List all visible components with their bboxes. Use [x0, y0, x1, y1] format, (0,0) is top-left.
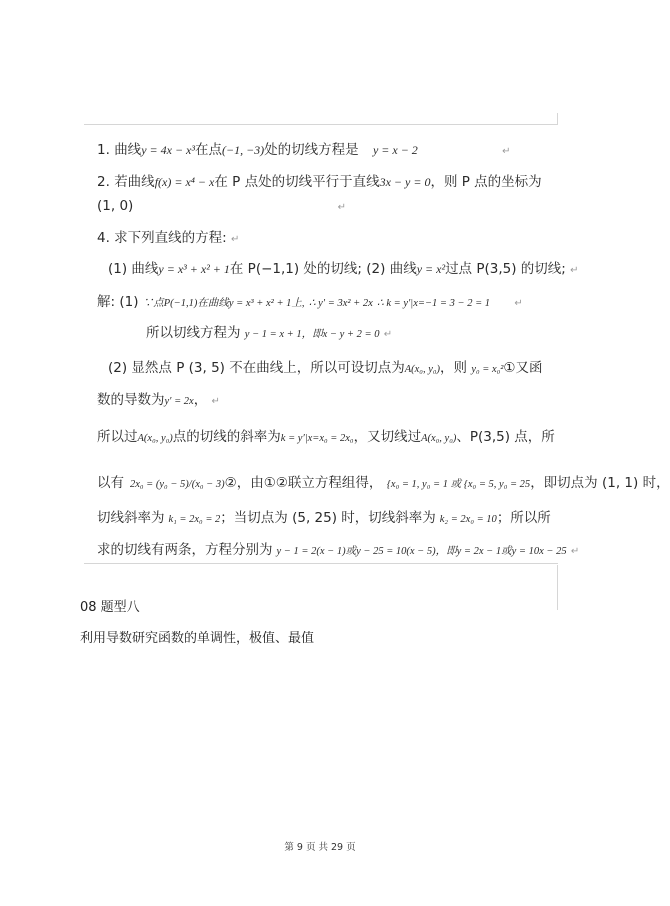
sol2a-line: (2) 显然点 P (3, 5) 不在曲线上，所以可设切点为A(x₀, y₀)，则 y₀ = x₀²①又函	[108, 360, 543, 376]
q1-line: 1. 曲线y = 4x − x³在点(−1, −3)处的切线方程是 y = x − 2 ↵	[97, 142, 511, 158]
page-footer: 第 9 页 共 29 页	[284, 842, 356, 853]
scan-frame-right	[557, 113, 558, 125]
return-mark: ↵	[502, 146, 511, 157]
q1-point-math: (−1, −3)	[221, 143, 265, 157]
q1-number: 1.	[97, 142, 110, 158]
return-mark: ↵	[211, 396, 220, 407]
sol1-slope-math: ∴ k = y′|x=−1 = 3 − 2 = 1	[377, 298, 491, 309]
q4-title: 4. 求下列直线的方程: ↵	[97, 230, 240, 246]
scan-frame-bottom	[84, 563, 558, 564]
return-mark: ↵	[570, 546, 580, 557]
q2-curve-math: f(x) = x⁴ − x	[154, 175, 215, 189]
q2-number: 2.	[97, 174, 110, 190]
section-label: 08 题型八	[80, 600, 140, 615]
sol2-eq1-math: y₀ = x₀²	[471, 364, 504, 375]
sol2-tangents-math: y − 1 = 2(x − 1)或y − 25 = 10(x − 5)，即y = 2x − 1或y = 10x − 25	[276, 546, 567, 557]
sol1b-line: 所以切线方程为 y − 1 = x + 1，即x − y + 2 = 0 ↵	[146, 325, 393, 341]
sol2b-line: 数的导数为y′ = 2x， ↵	[97, 392, 220, 408]
sol2-point2-math: A(x₀, y₀)	[137, 433, 173, 444]
q4-curve1-math: y = x³ + x² + 1	[158, 262, 230, 276]
return-mark: ↵	[337, 202, 346, 213]
scan-frame-top	[84, 124, 558, 125]
sol1-derivative-math: ∴ y′ = 3x² + 2x	[308, 298, 373, 309]
q2-answer-line	[97, 198, 346, 214]
return-mark: ↵	[231, 234, 240, 245]
sol2f-line: 求的切线有两条，方程分别为 y − 1 = 2(x − 1)或y − 25 = 10(x − 5)，即y = 2x − 1或y = 10x − 25 ↵	[97, 542, 580, 558]
topic-text: 利用导数研究函数的单调性，极值、最值	[80, 631, 315, 646]
sol2-system-math: {x₀ = 1, y₀ = 1 或 {x₀ = 5, y₀ = 25	[386, 479, 531, 490]
q2-line: 2. 若曲线f(x) = x⁴ − x在 P 点处的切线平行于直线3x − y = 0，则 P 点的坐标为	[97, 174, 542, 190]
sol2-k1-math: k₁ = 2x₀ = 2	[168, 514, 221, 525]
q1-answer-math: y = x − 2	[372, 143, 418, 157]
sol2-slope-math: k = y′|x=x₀ = 2x₀	[280, 433, 354, 444]
return-mark: ↵	[383, 329, 393, 340]
return-mark: ↵	[570, 265, 579, 276]
q4-curve2-math: y = x²	[416, 262, 446, 276]
q2-line-math: 3x − y = 0	[379, 175, 431, 189]
sol2d-line: 以有 2x₀ = (y₀ − 5)/(x₀ − 3)②，由①②联立方程组得， {x₀ = 1, y₀ = 1 或 {x₀ = 5, y₀ = 25，即切点为 (1, 1) 时，	[97, 475, 670, 491]
return-mark: ↵	[514, 298, 523, 309]
sol1-point-math: ∵点P(−1,1)在曲线y = x³ + x² + 1上,	[142, 298, 305, 309]
sol1-line: 解: (1) ∵点P(−1,1)在曲线y = x³ + x² + 1上, ∴ y′ = 3x² + 2x ∴ k = y′|x=−1 = 3 − 2 = 1 ↵	[97, 294, 523, 310]
q1-curve-math: y = 4x − x³	[141, 143, 195, 157]
sol2c-line: 所以过A(x₀, y₀)点的切线的斜率为k = y′|x=x₀ = 2x₀，又切线过A(x₀, y₀)、P(3,5) 点，所	[97, 429, 555, 445]
sol2-derivative-math: y′ = 2x	[164, 396, 194, 407]
sol2-point-math: A(x₀, y₀)	[404, 364, 441, 375]
sol1-tangent-math: y − 1 = x + 1，即x − y + 2 = 0	[244, 329, 380, 340]
q2-answer: (1, 0)	[97, 198, 134, 214]
sol2-k2-math: k₂ = 2x₀ = 10	[439, 514, 497, 525]
sol2-point3-math: A(x₀, y₀)	[421, 433, 457, 444]
sol2e-line: 切线斜率为 k₁ = 2x₀ = 2；当切点为 (5, 25) 时，切线斜率为 k₂ = 2x₀ = 10；所以所	[97, 510, 551, 526]
scan-frame-right-lower	[557, 565, 558, 610]
q4-sub-line: (1) 曲线y = x³ + x² + 1在 P(−1,1) 处的切线; (2) 曲线y = x²过点 P(3,5) 的切线; ↵	[108, 261, 579, 277]
sol2-eq2-math: 2x₀ = (y₀ − 5)/(x₀ − 3)	[130, 479, 225, 490]
